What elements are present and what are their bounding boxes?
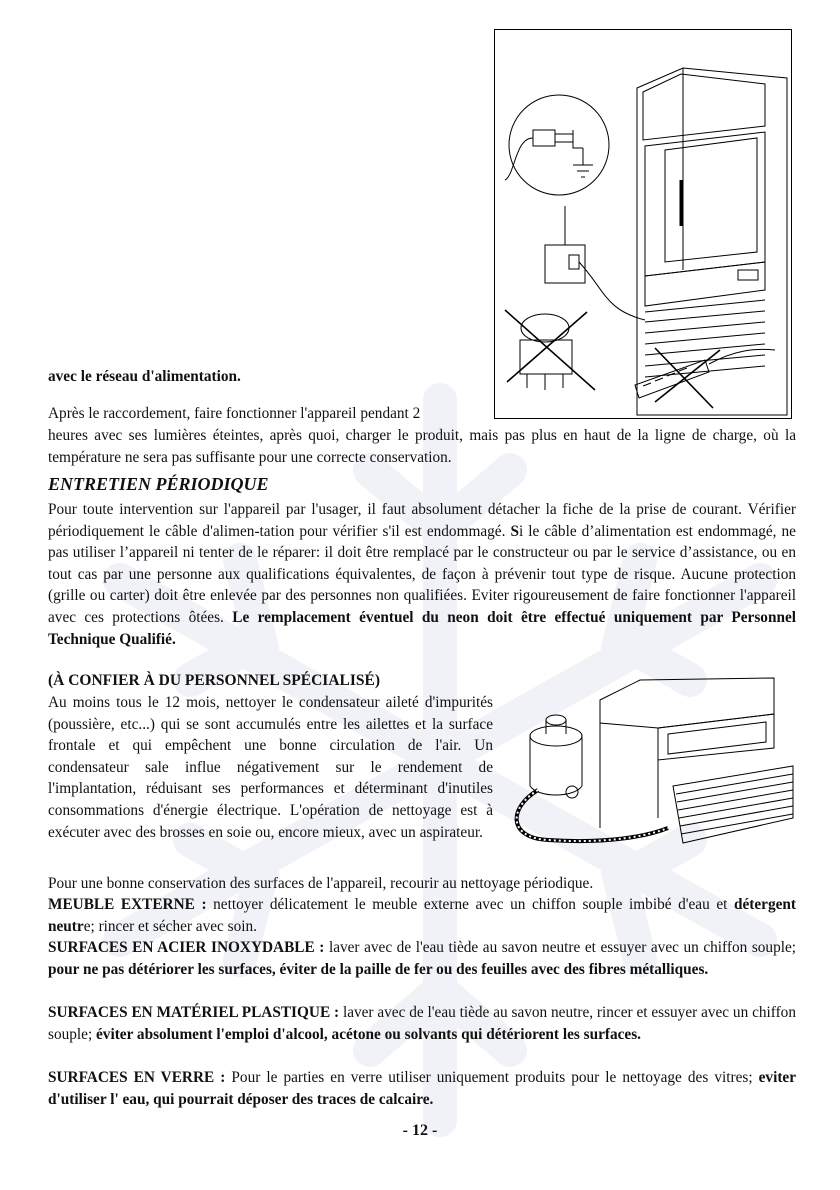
entretien-paragraph: Pour toute intervention sur l'appareil par l'usager, il faut absolument détacher la fiche de la prise de courant. Vérifier périodiquement le câble d'alimen-tation pour vérifier s'il est endommagé. Si le câble d’alimentation est endommagé, ne pas utiliser l’appareil ni tenter de le réparer: il doit être remplacé par le constructeur ou par le service d’assistance, ou en tout cas par une personne aux qualifications équivalentes, de façon à prévenir tout type de risque. Aucune protection (grille ou carter) doit être enlevée par des personnes non qualifiées. Eviter rigoureusement de faire fonctionner l'appareil avec ces protections ôtées. Le remplacement éventuel du neon doit être effectué uniquement par Personnel Technique Qualifié. [48,501,796,648]
condenser-vacuum-figure [508,668,798,868]
condenser-vacuum-drawing [508,668,798,868]
page-number: - 12 - [402,1122,438,1139]
fridge-connection-drawing [495,30,791,418]
acier-inoxydable-paragraph: SURFACES EN ACIER INOXYDABLE : laver avec de l'eau tiède au savon neutre et essuyer avec un chiffon souple; pour ne pas détériorer les surfaces, éviter de la paille de fer ou des feuilles avec des fibres métalliques. [48,939,797,978]
after-connection-paragraph: heures avec ses lumières éteintes, après quoi, charger le produit, mais pas plus en haut de la ligne de charge, où la température ne sera pas suffisante pour une correcte conservation. [48,427,796,466]
fridge-connection-figure [494,29,792,419]
heading-specialist: (À CONFIER À DU PERSONNEL SPÉCIALISÉ) [48,672,381,689]
meuble-externe-paragraph: MEUBLE EXTERNE : nettoyer délicatement le meuble externe avec un chiffon souple imbibé d'eau et détergent neutre; rincer et sécher avec soin. [48,896,796,935]
heading-entretien-periodique: ENTRETIEN PÉRIODIQUE [48,474,269,494]
figure-caption-text: avec le réseau d'alimentation. [48,368,241,385]
materiel-plastique-paragraph: SURFACES EN MATÉRIEL PLASTIQUE : laver avec de l'eau tiède au savon neutre, rincer et essuyer avec un chiffon souple; éviter absolument l'emploi d'alcool, acétone ou solvants qui détériorent les surfaces. [48,1004,796,1043]
surfaces-intro: Pour une bonne conservation des surfaces de l'appareil, recourir au nettoyage périodique. [48,875,594,892]
surfaces-verre-paragraph: SURFACES EN VERRE : Pour le parties en verre utiliser uniquement produits pour le nettoyage des vitres; eviter d'utiliser l' eau, qui pourrait déposer des traces de calcaire. [48,1069,796,1108]
condenser-cleaning-paragraph: Au moins tous le 12 mois, nettoyer le condensateur aileté d'impurités (poussière, etc...) qui se sont accumulés entre les ailettes et la surface frontale et qui empêchent une bonne circulation de l'air. Un condensateur sale influe négativement sur le rendement de l'implantation, réduisant ses performances et déterminant d'inutiles consommations d'énergie électrique. L'opération de nettoyage est à exécuter avec des brosses en soie ou, encore mieux, avec un aspirateur. [48,694,493,841]
after-connection-line1: Après le raccordement, faire fonctionner l'appareil pendant 2 [48,405,421,422]
